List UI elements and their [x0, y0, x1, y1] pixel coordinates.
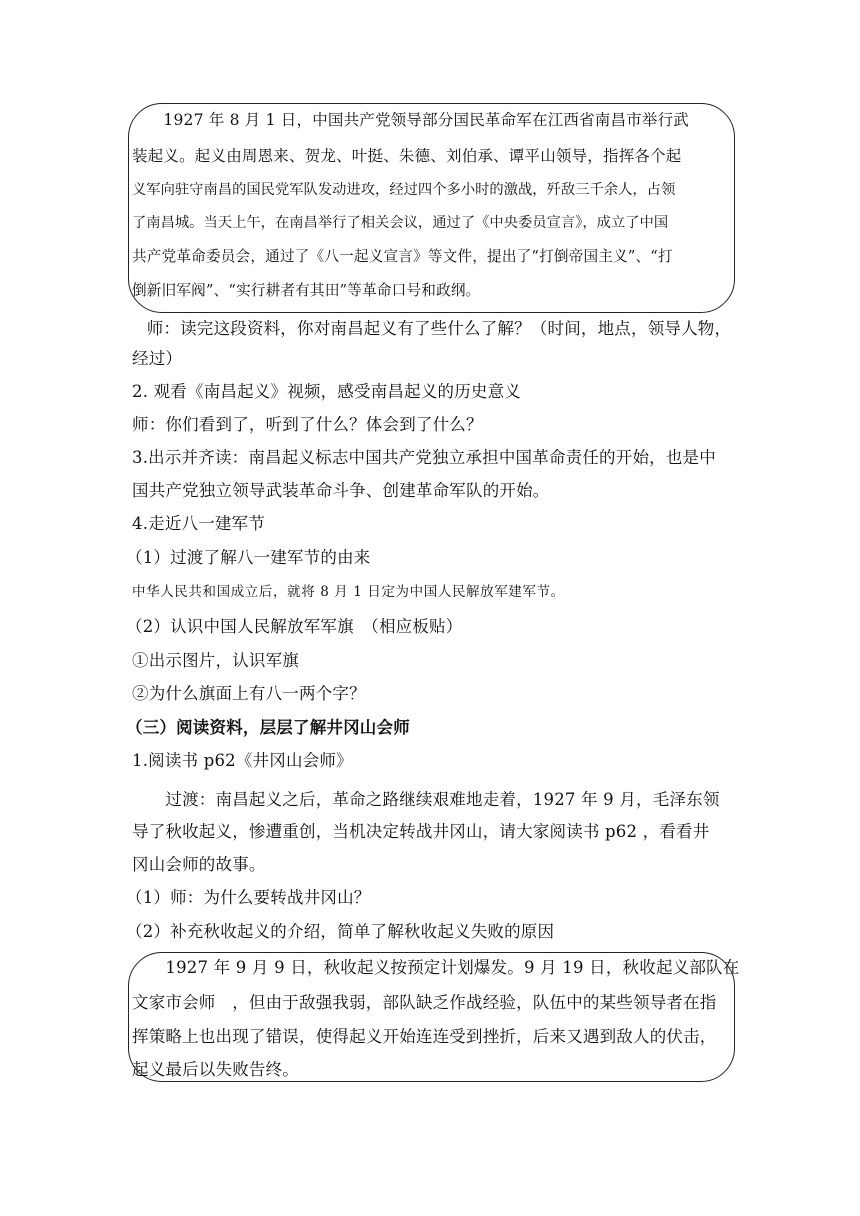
body-line: 2. 观看《南昌起义》视频，感受南昌起义的历史意义 — [132, 382, 521, 401]
box1-line: 1927 年 8 月 1 日，中国共产党领导部分国民革命军在江西省南昌市举行武 — [132, 111, 690, 129]
body-line: 师：你们看到了，听到了什么？体会到了什么？ — [132, 415, 483, 434]
body-line: （1）师：为什么要转战井冈山？ — [126, 888, 371, 907]
body-line: ①出示图片，认识军旗 — [132, 651, 299, 670]
box2-line: 文家市会师 ，但由于敌强我弱，部队缺乏作战经验，队伍中的某些领导者在指 — [132, 993, 717, 1012]
box1-line: 了南昌城。当天上午，在南昌举行了相关会议，通过了《中央委员宣言》，成立了中国 — [132, 215, 669, 231]
body-line: （2）补充秋收起义的介绍，简单了解秋收起义失败的原因 — [126, 922, 555, 941]
body-line: 中华人民共和国成立后，就将 8 月 1 日定为中国人民解放军建军节。 — [132, 584, 565, 600]
box2-line: 1927 年 9 月 9 日，秋收起义按预定计划爆发。9 月 19 日，秋收起义部队在 — [132, 958, 740, 977]
body-line: 师：读完这段资料，你对南昌起义有了些什么了解？（时间，地点，领导人物， — [130, 319, 732, 338]
box1-line: 倒新旧军阀”、“实行耕者有其田”等革命口号和政纲。 — [132, 282, 481, 299]
box1-line: 义军向驻守南昌的国民党军队发动进攻，经过四个多小时的激战，歼敌三千余人，占领 — [132, 182, 676, 198]
body-line: 1.阅读书 p62《井冈山会师》 — [132, 751, 353, 770]
body-line: 导了秋收起义，惨遭重创，当机决定转战井冈山，请大家阅读书 p62 ，看看井 — [132, 822, 710, 841]
section-heading: （三）阅读资料，层层了解井冈山会师 — [126, 718, 410, 737]
body-line: 过渡：南昌起义之后，革命之路继续艰难地走着，1927 年 9 月，毛泽东领 — [132, 790, 720, 809]
box1-line: 装起义。起义由周恩来、贺龙、叶挺、朱德、刘伯承、谭平山领导，指挥各个起 — [132, 147, 682, 165]
box2-line: 起义最后以失败告终。 — [132, 1060, 299, 1079]
box1-line: 共产党革命委员会，通过了《八一起义宣言》等文件，提出了“打倒帝国主义”、“打 — [132, 248, 673, 265]
body-line: （1）过渡了解八一建军节的由来 — [126, 548, 371, 567]
body-line: 4.走近八一建军节 — [132, 514, 266, 533]
body-line: ②为什么旗面上有八一两个字？ — [132, 684, 366, 703]
body-line: 冈山会师的故事。 — [132, 855, 266, 874]
body-line: （2）认识中国人民解放军军旗 （相应板贴） — [126, 617, 463, 636]
body-line: 经过） — [132, 349, 183, 368]
body-line: 国共产党独立领导武装革命斗争、创建革命军队的开始。 — [132, 481, 550, 500]
body-line: 3.出示并齐读：南昌起义标志中国共产党独立承担中国革命责任的开始，也是中 — [132, 448, 716, 467]
box2-line: 挥策略上也出现了错误，使得起义开始连连受到挫折，后来又遇到敌人的伏击， — [132, 1027, 717, 1046]
